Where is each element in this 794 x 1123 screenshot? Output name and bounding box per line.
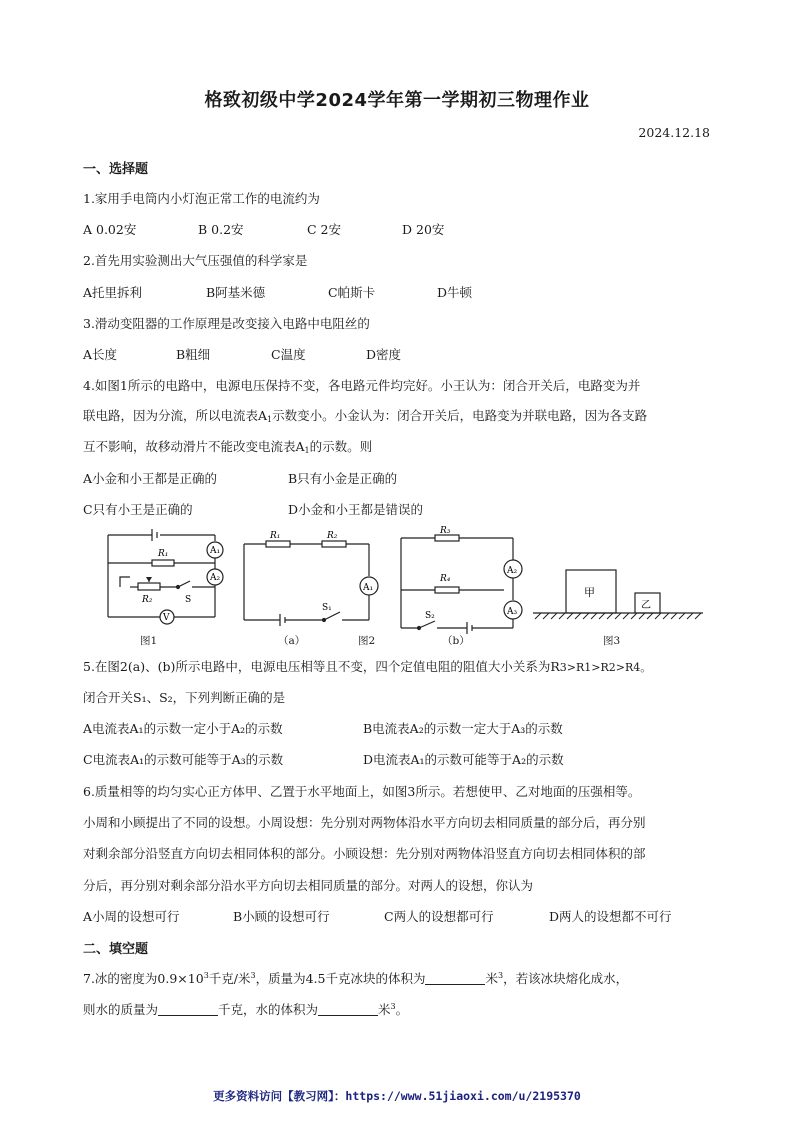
q5-resistor-relation: 3>R1>R2>R4。 [559,661,652,674]
fig2b-switch-s2: S₂ [425,611,435,621]
figure-3-caption: 图3 [603,635,621,647]
q5-option-a: A电流表A₁的示数一定小于A₂的示数 [83,721,283,736]
q1-option-c: C 2安 [307,222,341,237]
fig1-ammeter-a1: A₁ [210,546,221,556]
q7-blank-volume[interactable] [425,971,485,985]
q6-line-3: 对剩余部分沿竖直方向切去相同体积的部分。小顾设想：先分别对两物体沿竖直方向切去相同体积的部 [83,846,646,861]
figure-1-circuit [100,525,230,645]
q4-line-1: 4.如图1所示的电路中，电源电压保持不变，各电路元件均完好。小王认为：闭合开关后，电路变为并 [83,378,641,393]
figure-2-caption: 图2 [358,635,376,647]
section-heading-choice: 一、选择题 [83,162,149,177]
q6-line-2: 小周和小顾提出了不同的设想。小周设想：先分别对两物体沿水平方向切去相同质量的部分后，再分别 [83,815,646,830]
section-heading-fill: 二、填空题 [83,942,149,957]
q5-option-c: C电流表A₁的示数可能等于A₃的示数 [83,752,284,767]
figure-2a-caption: （a） [278,635,306,647]
fig2a-switch-s1: S₁ [322,603,332,613]
q2-option-b: B阿基米德 [206,285,266,300]
q3-option-c: C温度 [271,347,306,362]
figure-2b-circuit [395,526,530,634]
q4-option-b: B只有小金是正确的 [288,471,398,486]
fig3-block-yi: 乙 [641,600,651,611]
q6-option-d: D两人的设想都不可行 [549,909,672,924]
q3-option-b: B粗细 [176,347,211,362]
q7-blank-water-volume[interactable] [318,1002,378,1016]
q6-option-b: B小顾的设想可行 [233,909,330,924]
footer-link[interactable]: 更多资料访问【教习网】：https://www.51jiaoxi.com/u/2195370 [213,1089,581,1103]
fig2b-ammeter-a2: A₂ [507,566,518,576]
q1-option-b: B 0.2安 [198,222,244,237]
q1-stem: 1.家用手电筒内小灯泡正常工作的电流约为 [83,191,320,206]
page-title: 格致初级中学2024学年第一学期初三物理作业 [204,90,590,111]
figure-2b-caption: （b） [442,635,470,647]
q4-option-a: A小金和小王都是正确的 [83,471,218,486]
q1-option-d: D 20安 [402,222,445,237]
fig2a-ammeter-a1: A₁ [363,583,374,593]
q6-line-1: 6.质量相等的均匀实心正方体甲、乙置于水平地面上，如图3所示。若想使甲、乙对地面的压强相等。 [83,784,641,799]
fig2a-r1-label: R₁ [270,531,281,541]
q6-option-c: C两人的设想都可行 [384,909,494,924]
fig1-ammeter-a2: A₂ [210,573,221,583]
q4-line-2: 联电路，因为分流，所以电流表$A_1$示数变小。小金认为：闭合开关后，电路变为并联电路，因为各支路 [83,408,648,424]
q4-line-3: 互不影响，故移动滑片不能改变电流表$A_1$的示数。则 [83,439,373,455]
fig1-r2-label: R₂ [142,595,153,605]
fig1-switch-label: S [185,595,192,605]
q7-line-1: 7.冰的密度为$0.9\times 10^3$千克/米$^3$，质量为4.5千克冰块的体积为 米$^3$，若该冰块熔化成水， [83,971,629,986]
q4-option-c: C只有小王是正确的 [83,502,193,517]
fig2a-r2-label: R₂ [327,531,338,541]
q4-option-d: D小金和小王都是错误的 [288,502,424,517]
q6-option-a: A小周的设想可行 [83,909,180,924]
q2-stem: 2.首先用实验测出大气压强值的科学家是 [83,253,308,268]
fig2b-ammeter-a3: A₃ [507,607,518,617]
q6-line-4: 分后，再分别对剩余部分沿水平方向切去相同质量的部分。对两人的设想，你认为 [83,878,534,893]
q3-option-a: A长度 [83,347,118,362]
figure-2a-circuit [236,528,386,628]
q3-stem: 3.滑动变阻器的工作原理是改变接入电路中电阻丝的 [83,316,370,331]
q3-option-d: D密度 [366,347,402,362]
q5-option-b: B电流表A₂的示数一定大于A₃的示数 [363,721,563,736]
date: 2024.12.18 [638,125,710,140]
fig2b-r4-label: R₄ [440,574,451,584]
q5-line-1: 5.在图2(a)、(b)所示电路中，电源电压相等且不变，四个定值电阻的阻值大小关系为R3>R1>R2>R4。 [83,659,652,674]
q5-line-2: 闭合开关S₁、S₂，下列判断正确的是 [83,690,286,705]
fig3-block-jia: 甲 [584,586,595,599]
q1-option-a: A 0.02安 [83,222,137,237]
q2-option-d: D牛顿 [437,285,473,300]
figure-1-caption: 图1 [140,635,158,647]
fig2b-r3-label: R₃ [440,526,451,536]
fig1-r1-label: R₁ [158,549,169,559]
q7-blank-mass[interactable] [158,1002,218,1016]
q2-option-c: C帕斯卡 [328,285,376,300]
q5-option-d: D电流表A₁的示数可能等于A₂的示数 [363,752,564,767]
q7-line-2: 则水的质量为 千克，水的体积为 米$^3$。 [83,1002,409,1017]
q2-option-a: A托里拆利 [83,285,143,300]
figure-3-blocks [533,565,711,627]
fig1-voltmeter: V [163,613,170,623]
